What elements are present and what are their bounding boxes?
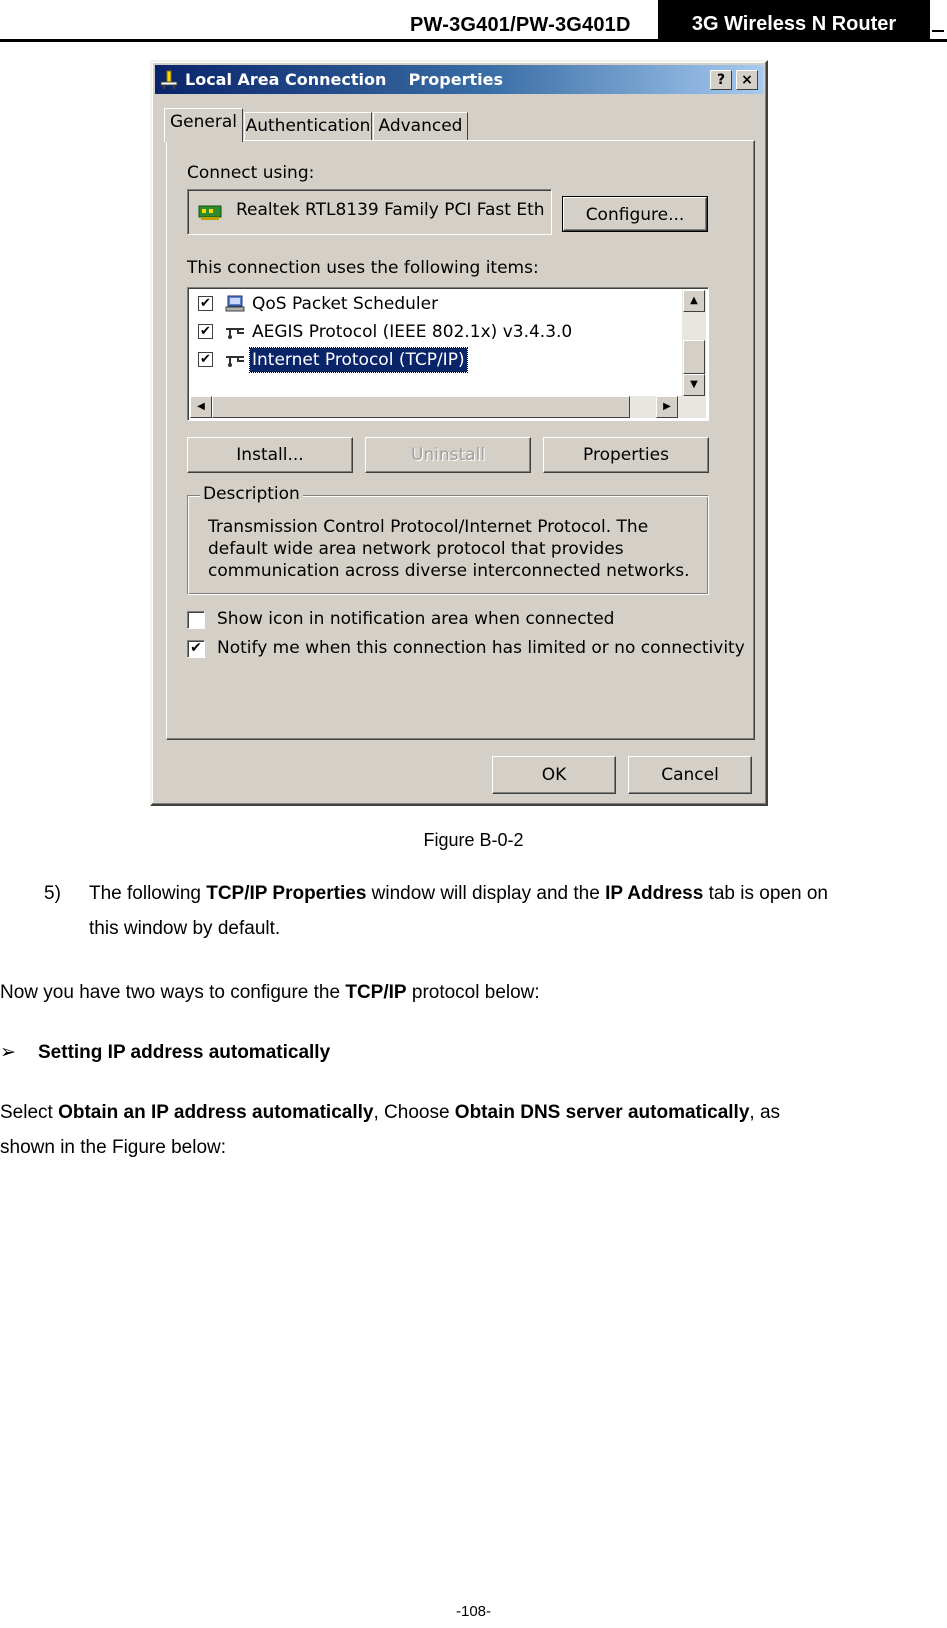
- ok-button[interactable]: OK: [492, 756, 616, 794]
- adapter-name: Realtek RTL8139 Family PCI Fast Eth: [236, 200, 545, 220]
- item-checkbox[interactable]: ✔: [198, 296, 213, 311]
- item-checkbox[interactable]: ✔: [198, 324, 213, 339]
- vertical-scrollbar[interactable]: [682, 290, 706, 398]
- network-client-icon: [224, 295, 246, 313]
- item-label: AEGIS Protocol (IEEE 802.1x) v3.4.3.0: [252, 322, 573, 342]
- item-checkbox[interactable]: ✔: [198, 352, 213, 367]
- intro-paragraph: Now you have two ways to configure the TCP/IP protocol below:: [0, 982, 540, 1003]
- scroll-left-arrow-icon[interactable]: ◀: [190, 396, 212, 418]
- figure-caption: Figure B-0-2: [423, 830, 524, 850]
- tab-general[interactable]: General: [164, 108, 243, 142]
- properties-button[interactable]: Properties: [543, 437, 709, 473]
- configure-button[interactable]: Configure...: [563, 197, 707, 231]
- step-text: The following TCP/IP Properties window will display and the IP Address tab is open on: [89, 883, 828, 904]
- item-label: QoS Packet Scheduler: [252, 294, 439, 314]
- instruction-line2: shown in the Figure below:: [0, 1137, 227, 1158]
- scroll-thumb[interactable]: [683, 340, 705, 374]
- description-legend: Description: [200, 484, 303, 504]
- general-tab-panel: [166, 140, 755, 740]
- scroll-down-arrow-icon[interactable]: ▼: [683, 374, 705, 396]
- show-icon-option[interactable]: [187, 609, 727, 633]
- show-icon-label: Show icon in notification area when connected: [217, 609, 615, 629]
- obtain-dns-term: Obtain DNS server automatically: [454, 1102, 750, 1123]
- notify-checkbox[interactable]: ✔: [187, 640, 205, 658]
- notify-label: Notify me when this connection has limited or no connectivity: [217, 638, 745, 658]
- description-group: [187, 484, 709, 595]
- horizontal-scrollbar[interactable]: [190, 396, 706, 418]
- page-header: [0, 0, 947, 42]
- header-tick: [932, 30, 944, 32]
- step-number: 5): [44, 883, 61, 904]
- obtain-ip-term: Obtain an IP address automatically: [58, 1102, 374, 1123]
- connect-using-label: Connect using:: [187, 163, 315, 183]
- page-number: -108-: [455, 1603, 492, 1620]
- network-connection-icon: [159, 70, 179, 90]
- close-button[interactable]: ×: [736, 70, 758, 90]
- title-bar[interactable]: [155, 65, 763, 94]
- network-adapter-icon: [198, 202, 224, 222]
- product-name: 3G Wireless N Router: [658, 0, 930, 40]
- tab-authentication[interactable]: Authentication: [244, 112, 372, 140]
- tab-advanced[interactable]: Advanced: [373, 112, 468, 140]
- ip-address-term: IP Address: [605, 883, 704, 904]
- cancel-button[interactable]: Cancel: [628, 756, 752, 794]
- bullet-arrow-icon: ➢: [0, 1042, 16, 1063]
- tcpip-properties-term: TCP/IP Properties: [206, 883, 367, 904]
- list-item[interactable]: [198, 320, 678, 344]
- section-heading: Setting IP address automatically: [38, 1042, 331, 1063]
- tcpip-term: TCP/IP: [345, 982, 407, 1003]
- model-name: PW-3G401/PW-3G401D: [410, 14, 631, 36]
- list-item[interactable]: [198, 292, 678, 316]
- adapter-field: [187, 189, 552, 235]
- scroll-right-arrow-icon[interactable]: ▶: [656, 396, 678, 418]
- header-rule: [0, 39, 947, 42]
- protocol-icon: [224, 323, 246, 341]
- scroll-up-arrow-icon[interactable]: ▲: [683, 290, 705, 312]
- components-list[interactable]: [187, 287, 709, 421]
- notify-option[interactable]: [187, 638, 745, 662]
- item-label-selected: Internet Protocol (TCP/IP): [252, 350, 465, 370]
- description-text: Transmission Control Protocol/Internet Protocol. The default wide area network protocol that provides communication across diverse interconnected networks.: [208, 517, 690, 581]
- uninstall-button[interactable]: Uninstall: [365, 437, 531, 473]
- dialog-title: Local Area Connection Properties: [185, 70, 503, 89]
- list-item[interactable]: [198, 348, 678, 372]
- instruction-paragraph: Select Obtain an IP address automatically, Choose Obtain DNS server automatically, as: [0, 1102, 781, 1123]
- items-label: This connection uses the following items:: [187, 258, 539, 278]
- protocol-icon: [224, 351, 246, 369]
- scroll-thumb-horizontal[interactable]: [212, 396, 630, 418]
- help-button[interactable]: ?: [710, 70, 732, 90]
- install-button[interactable]: Install...: [187, 437, 353, 473]
- step-text-line2: this window by default.: [89, 918, 281, 939]
- properties-dialog: [150, 60, 768, 806]
- show-icon-checkbox[interactable]: [187, 611, 205, 629]
